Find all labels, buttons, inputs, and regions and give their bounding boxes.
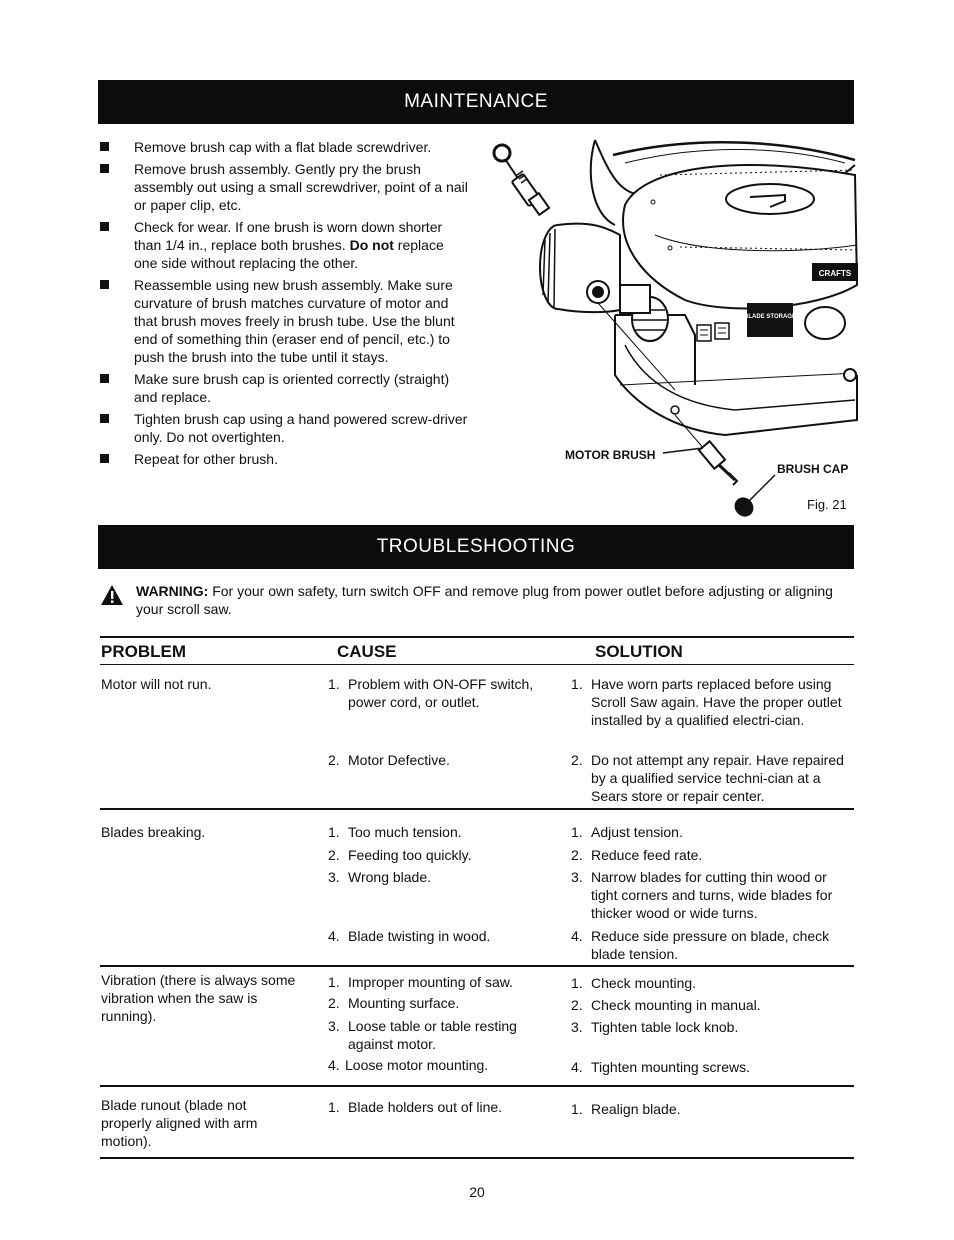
maintenance-steps — [100, 138, 470, 472]
solution-item: 4. Reduce side pressure on blade, check blade tension. — [571, 928, 830, 962]
cause-item: 3. Wrong blade. — [328, 869, 432, 885]
solution-item: 4. Tighten mounting screws. — [571, 1059, 750, 1075]
problem-cell: Vibration (there is always some vibration when the saw is running). — [101, 972, 296, 1024]
table-header-rule — [100, 664, 854, 665]
bullet-icon — [100, 222, 109, 231]
brand-label: CRAFTS — [818, 269, 852, 278]
cause-item: 1. Too much tension. — [328, 824, 462, 840]
page-number: 20 — [469, 1184, 485, 1200]
cause-item: 1. Blade holders out of line. — [328, 1099, 503, 1115]
solution-item: 2. Reduce feed rate. — [571, 847, 703, 863]
step-text: Remove brush assembly. Gently pry the brush assembly out using a small screwdriver, point of a nail or paper clip, etc. — [134, 161, 468, 213]
step-text: Reassemble using new brush assembly. Make sure curvature of brush matches curvature of motor and that brush moves freely in brush tube. Use the blunt end of something thin (eraser end of pencil, etc.) to push the brush into the tube until it stays. — [134, 277, 455, 365]
row-divider — [100, 1085, 854, 1087]
solution-item: 2. Do not attempt any repair. Have repaired by a qualified service techni-cian at a Sears store or repair center. — [571, 752, 844, 804]
row-divider — [100, 808, 854, 810]
list-item — [100, 450, 470, 468]
step-text: Repeat for other brush. — [134, 451, 278, 467]
list-item — [100, 218, 470, 272]
list-item — [100, 138, 470, 156]
cause-column-header: CAUSE — [337, 642, 397, 661]
bullet-icon — [100, 414, 109, 423]
problem-cell: Blades breaking. — [101, 824, 206, 840]
step-text: Make sure brush cap is oriented correctly (straight) and replace. — [134, 371, 450, 405]
warning-text: For your own safety, turn switch OFF and remove plug from power outlet before adjusting or aligning your scroll saw. — [136, 583, 833, 617]
brush-cap-label: BRUSH CAP — [777, 462, 849, 476]
cause-item: 2. Motor Defective. — [328, 752, 450, 768]
table-bottom-rule — [100, 1157, 854, 1159]
troubleshooting-heading: TROUBLESHOOTING — [98, 525, 854, 569]
blade-storage-decal: BLADE STORAGE — [744, 314, 796, 320]
warning-triangle-icon — [100, 584, 124, 606]
step-emphasis: Do not — [349, 237, 394, 253]
figure-21 — [485, 135, 860, 520]
problem-cell: Motor will not run. — [101, 676, 212, 692]
bullet-icon — [100, 280, 109, 289]
step-text: replace one side without replacing the other. — [134, 237, 444, 271]
solution-item: 3. Narrow blades for cutting thin wood or tight corners and turns, wide blades for thicker wood or wide turns. — [571, 869, 833, 921]
list-item — [100, 276, 470, 366]
step-text: Tighten brush cap using a hand powered screw-driver only. Do not overtighten. — [134, 411, 468, 445]
cause-item: 3. Loose table or table resting against motor. — [328, 1018, 517, 1052]
bullet-icon — [100, 164, 109, 173]
solution-item: 2. Check mounting in manual. — [571, 997, 761, 1013]
bullet-icon — [100, 454, 109, 463]
cause-item: 4. Blade twisting in wood. — [328, 928, 491, 944]
solution-item: 3. Tighten table lock knob. — [571, 1019, 739, 1035]
cause-item: 1. Problem with ON-OFF switch, power cord, or outlet. — [328, 676, 534, 710]
safety-warning — [100, 582, 850, 618]
motor-brush-label: MOTOR BRUSH — [565, 448, 656, 462]
maintenance-heading: MAINTENANCE — [98, 80, 854, 124]
bullet-icon — [100, 142, 109, 151]
list-item — [100, 410, 470, 446]
solution-item: 1. Realign blade. — [571, 1101, 681, 1117]
solution-item: 1. Adjust tension. — [571, 824, 683, 840]
list-item — [100, 370, 470, 406]
cause-item: 2. Mounting surface. — [328, 995, 460, 1011]
problem-column-header: PROBLEM — [101, 642, 186, 661]
warning-label: WARNING: — [136, 583, 209, 599]
row-divider — [100, 965, 854, 967]
problem-cell: Blade runout (blade not properly aligned with arm motion). — [101, 1097, 258, 1149]
list-item — [100, 160, 470, 214]
step-text: Check for wear. If one brush is worn down shorter than 1/4 in., replace both brushes. — [134, 219, 443, 253]
step-text: Remove brush cap with a flat blade screwdriver. — [134, 139, 432, 155]
solution-item: 1. Check mounting. — [571, 975, 697, 991]
solution-column-header: SOLUTION — [595, 642, 683, 661]
bullet-icon — [100, 374, 109, 383]
solution-item: 1. Have worn parts replaced before using Scroll Saw again. Have the proper outlet installed by a qualified electri-cian. — [571, 676, 842, 728]
cause-item: 4. Loose motor mounting. — [328, 1057, 489, 1073]
cause-item: 2. Feeding too quickly. — [328, 847, 472, 863]
cause-item: 1. Improper mounting of saw. — [328, 974, 513, 990]
figure-caption: Fig. 21 — [807, 497, 847, 512]
table-top-rule — [100, 636, 854, 638]
